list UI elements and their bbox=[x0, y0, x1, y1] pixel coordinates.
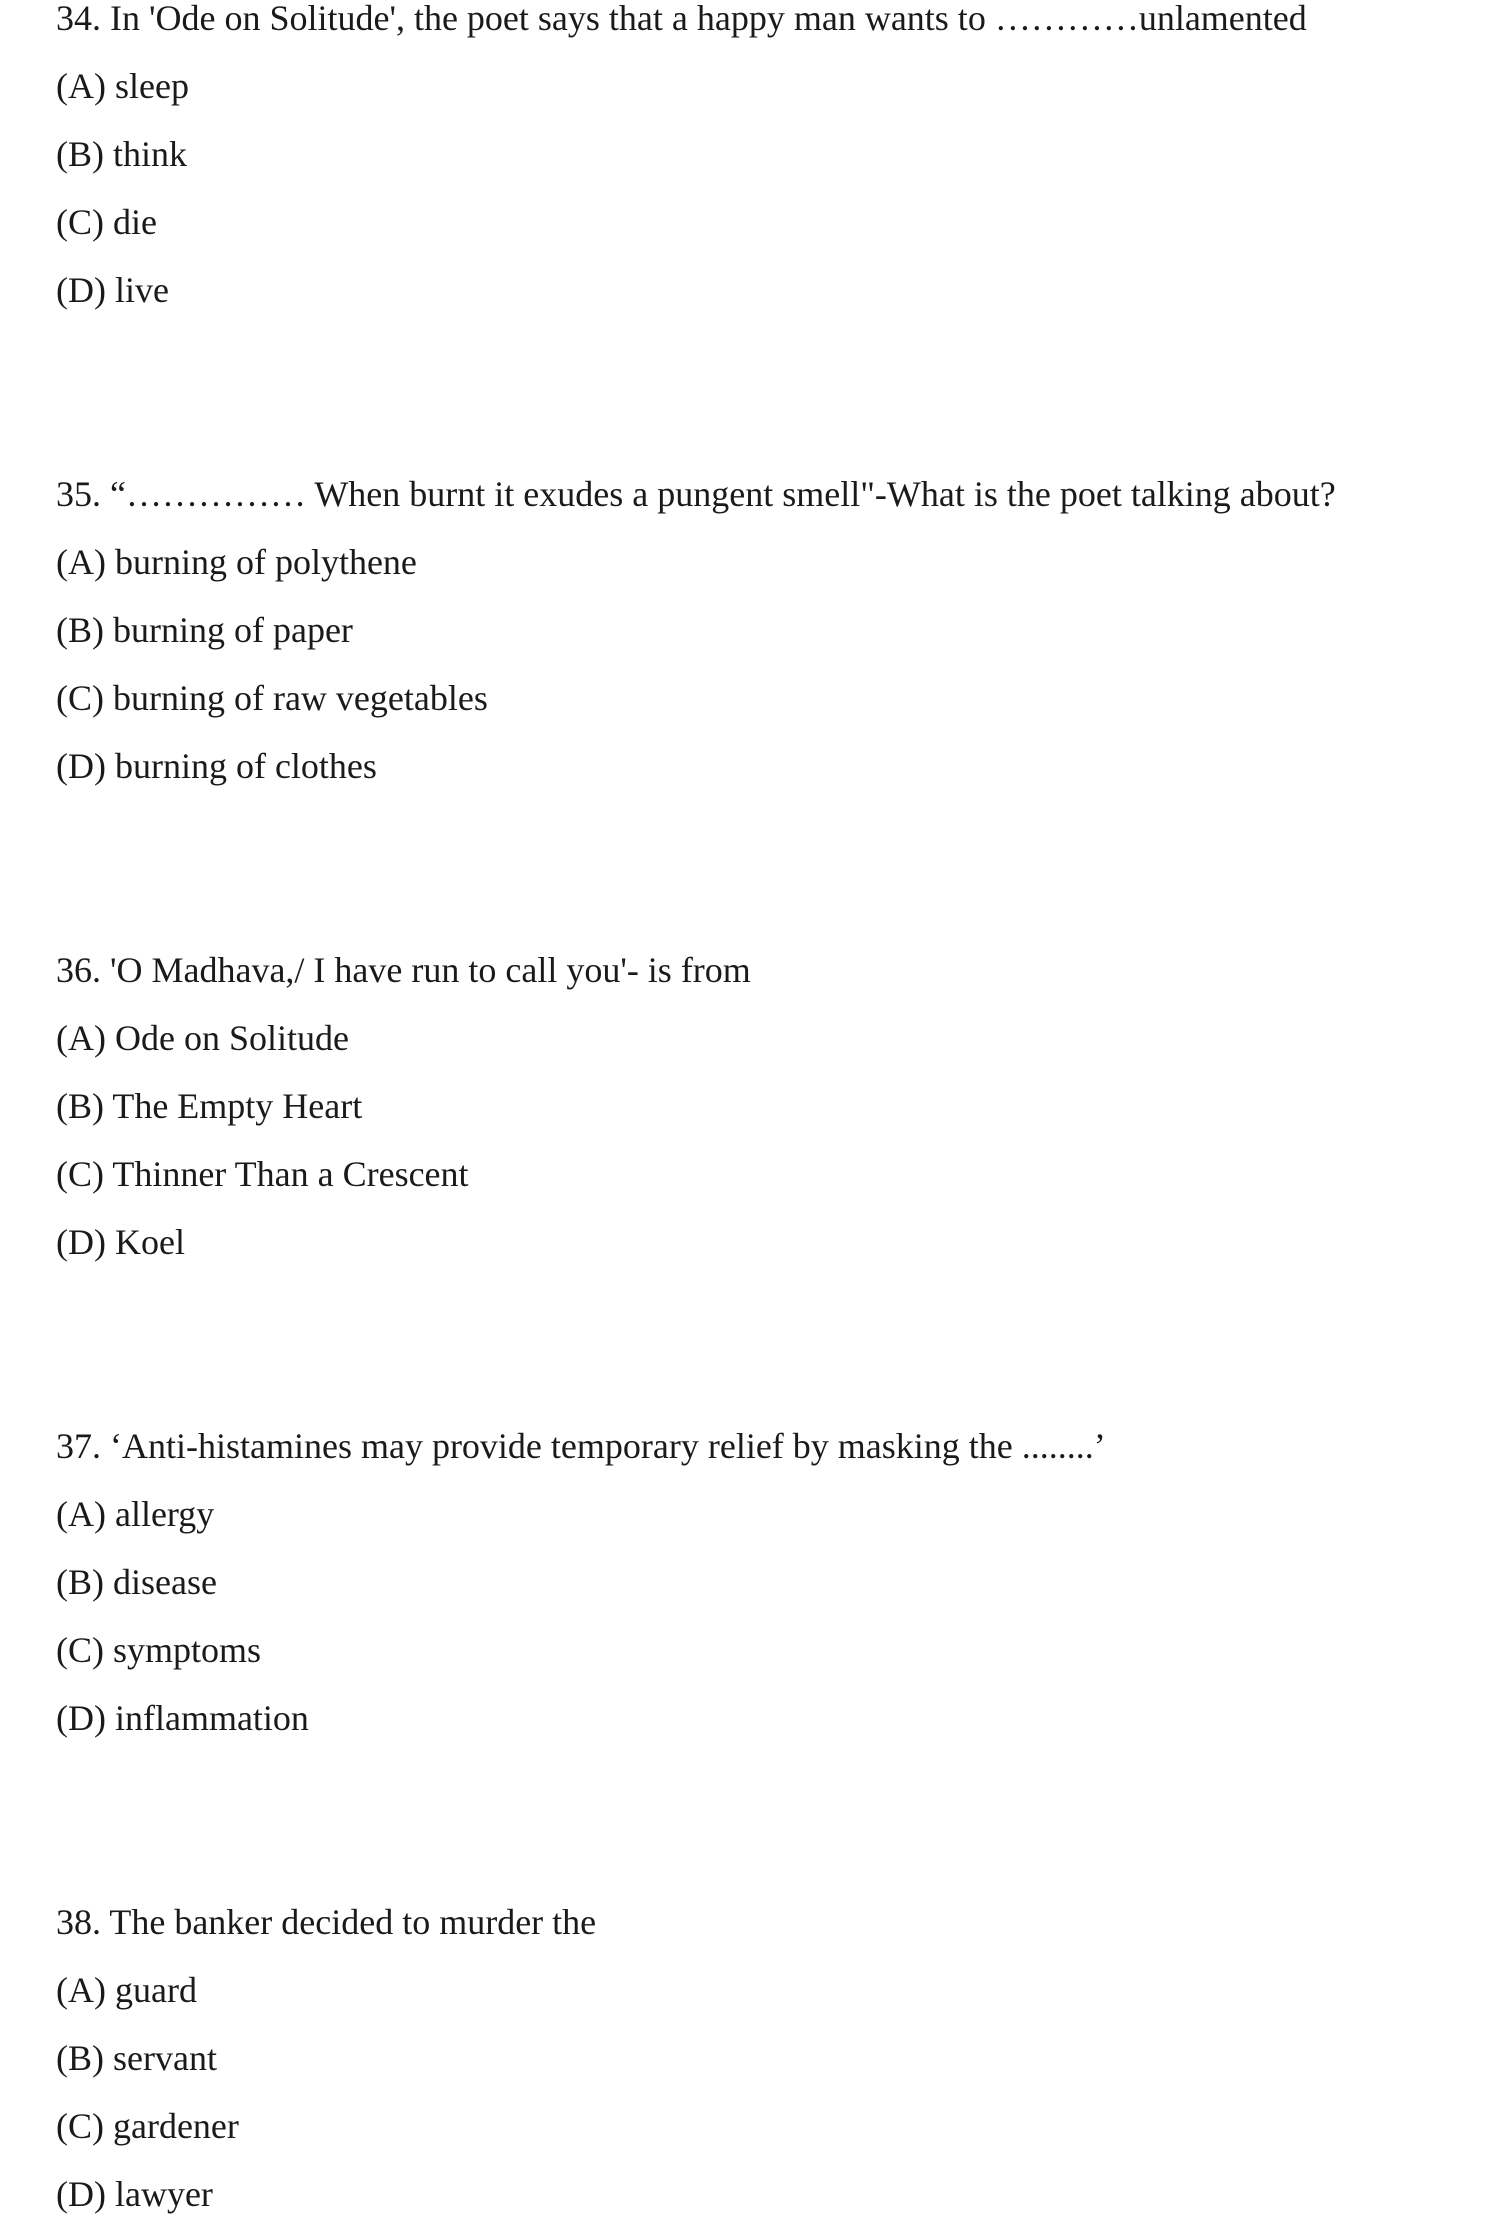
question-stem: 37. ‘Anti-histamines may provide temporary relief by masking the ........’ bbox=[56, 1426, 1106, 1466]
option-a: (A) Ode on Solitude bbox=[56, 1018, 349, 1058]
question-spacer bbox=[56, 1276, 1476, 1412]
option-a: (A) allergy bbox=[56, 1494, 215, 1534]
question-stem: 34. In 'Ode on Solitude', the poet says that a happy man wants to …………unlamented bbox=[56, 0, 1307, 38]
question-34 bbox=[56, 0, 1476, 324]
option-c: (C) burning of raw vegetables bbox=[56, 678, 488, 718]
document-page bbox=[56, 0, 1476, 2228]
option-a: (A) guard bbox=[56, 1970, 197, 2010]
option-b: (B) disease bbox=[56, 1562, 217, 1602]
option-a: (A) sleep bbox=[56, 66, 189, 106]
question-spacer bbox=[56, 800, 1476, 936]
question-stem: 36. 'O Madhava,/ I have run to call you'- is from bbox=[56, 950, 751, 990]
question-spacer bbox=[56, 324, 1476, 460]
question-stem: 35. “…………… When burnt it exudes a pungent smell"-What is the poet talking about? bbox=[56, 474, 1336, 514]
question-37 bbox=[56, 1412, 1476, 1752]
option-b: (B) think bbox=[56, 134, 187, 174]
option-c: (C) symptoms bbox=[56, 1630, 262, 1670]
question-36 bbox=[56, 936, 1476, 1276]
option-c: (C) gardener bbox=[56, 2106, 239, 2146]
question-35 bbox=[56, 460, 1476, 800]
question-spacer bbox=[56, 1752, 1476, 1888]
option-a: (A) burning of polythene bbox=[56, 542, 417, 582]
option-d: (D) live bbox=[56, 270, 169, 310]
option-d: (D) Koel bbox=[56, 1222, 185, 1262]
option-b: (B) burning of paper bbox=[56, 610, 353, 650]
option-b: (B) servant bbox=[56, 2038, 217, 2078]
question-38 bbox=[56, 1888, 1476, 2228]
option-d: (D) lawyer bbox=[56, 2174, 213, 2214]
question-stem: 38. The banker decided to murder the bbox=[56, 1902, 597, 1942]
option-b: (B) The Empty Heart bbox=[56, 1086, 363, 1126]
option-d: (D) burning of clothes bbox=[56, 746, 377, 786]
option-c: (C) die bbox=[56, 202, 157, 242]
option-c: (C) Thinner Than a Crescent bbox=[56, 1154, 469, 1194]
option-d: (D) inflammation bbox=[56, 1698, 309, 1738]
